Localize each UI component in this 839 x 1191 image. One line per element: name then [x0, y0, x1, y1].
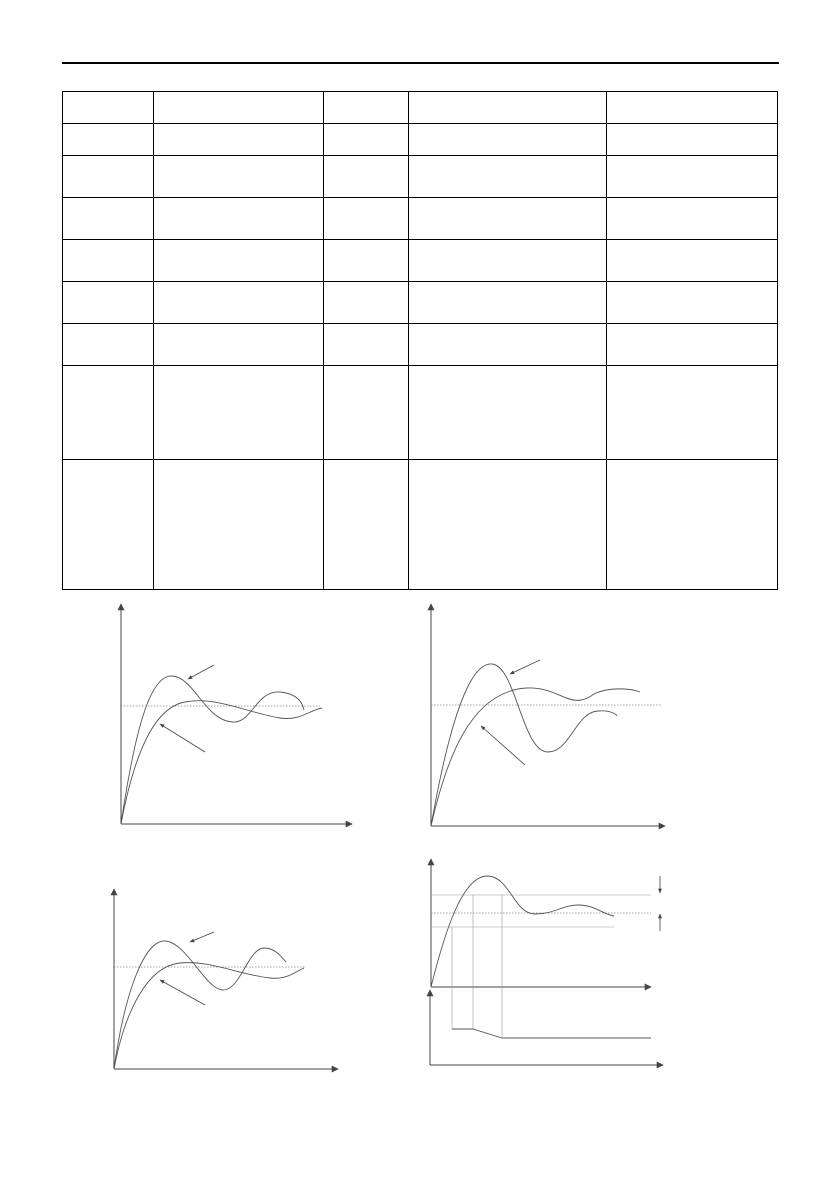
step-input-line	[452, 1029, 651, 1038]
output-response-curve	[431, 876, 614, 987]
